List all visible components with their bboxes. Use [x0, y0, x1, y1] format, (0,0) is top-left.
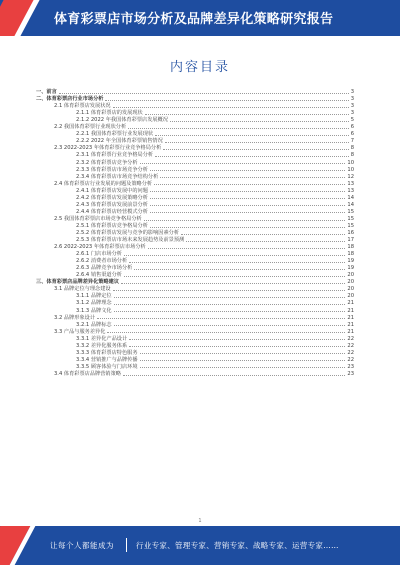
toc-entry-text: 2.6.2 消费者市场分析	[76, 258, 128, 265]
report-footer	[0, 526, 400, 565]
toc-entry-text: 3.3.2 差异化服务体系	[76, 342, 128, 349]
toc-entry[interactable]	[36, 314, 354, 321]
toc-entry[interactable]	[36, 328, 354, 335]
toc-entry[interactable]	[36, 321, 354, 328]
toc-dot-leader	[129, 346, 345, 347]
toc-dot-leader	[129, 339, 345, 340]
toc-entry-text: 3.3.3 体育彩票店特色服务	[76, 349, 138, 356]
toc-entry-text: 3.3.1 差异化产品设计	[76, 335, 128, 342]
toc-entry-page: 3	[350, 96, 354, 103]
toc-entry[interactable]	[36, 243, 354, 250]
toc-entry-page: 21	[347, 300, 354, 307]
toc-entry-text: 三、体育彩票店品牌差异化策略建议	[36, 279, 120, 286]
toc-entry-text: 2.3.3 体育彩票店市场竞争分析	[76, 166, 148, 173]
toc-dot-leader	[181, 234, 345, 235]
toc-dot-leader	[145, 114, 349, 115]
toc-entry-text: 3.1.2 品牌理念	[76, 300, 112, 307]
toc-entry-text: 2.6 2022-2023 年体育彩票店市场分析	[54, 244, 146, 251]
toc-entry[interactable]	[36, 292, 354, 299]
toc-entry-page: 18	[347, 251, 354, 258]
toc-dot-leader	[186, 241, 345, 242]
toc-entry-text: 3.1.1 品牌定位	[76, 293, 112, 300]
toc-entry[interactable]	[36, 137, 354, 144]
toc-dot-leader	[160, 177, 345, 178]
toc-entry[interactable]	[36, 194, 354, 201]
toc-entry[interactable]	[36, 229, 354, 236]
toc-entry-text: 2.3.1 体育彩票行业竞争格局分析	[76, 152, 154, 159]
toc-entry-text: 一、前言	[36, 89, 57, 96]
toc-dot-leader	[59, 93, 349, 94]
toc-dot-leader	[150, 198, 345, 199]
toc-entry-page: 21	[347, 328, 354, 335]
toc-dot-leader	[170, 121, 349, 122]
toc-entry-page: 10	[347, 159, 354, 166]
toc-entry[interactable]	[36, 187, 354, 194]
toc-entry-text: 2.1.1 体育彩票店的发展现状	[76, 110, 143, 117]
toc-entry[interactable]	[36, 151, 354, 158]
toc-dot-leader	[114, 297, 346, 298]
toc-entry-text: 2.3.2 体育彩票店竞争分析	[76, 159, 138, 166]
toc-entry-text: 2.4.1 体育彩票店发展中的问题	[76, 187, 148, 194]
report-header	[0, 0, 400, 36]
toc-entry-text: 2.4.2 体育彩票店发展策略分析	[76, 194, 148, 201]
table-of-contents	[36, 88, 354, 377]
toc-entry[interactable]	[36, 201, 354, 208]
toc-entry[interactable]	[36, 356, 354, 363]
toc-entry-text: 2.6.3 品牌竞争市场分析	[76, 265, 133, 272]
toc-entry-page: 20	[347, 279, 354, 286]
toc-entry-page: 21	[347, 307, 354, 314]
toc-entry-text: 2.4.4 体育彩票店经营模式分析	[76, 208, 148, 215]
toc-entry[interactable]	[36, 370, 354, 377]
toc-entry-page: 8	[350, 152, 354, 159]
toc-entry[interactable]	[36, 349, 354, 356]
toc-entry-page: 19	[347, 258, 354, 265]
toc-dot-leader	[163, 149, 348, 150]
toc-entry[interactable]	[36, 215, 354, 222]
toc-entry-page: 16	[347, 229, 354, 236]
toc-dot-leader	[124, 276, 345, 277]
toc-entry[interactable]	[36, 144, 354, 151]
toc-dot-leader	[114, 325, 346, 326]
toc-dot-leader	[150, 212, 345, 213]
toc-entry-text: 2.3 2022-2023 年体育彩票行业竞争格局分析	[54, 145, 162, 152]
toc-entry-page: 12	[347, 173, 354, 180]
toc-entry-text: 2.4.3 体育彩票店发展前景分析	[76, 201, 148, 208]
toc-entry[interactable]	[36, 173, 354, 180]
toc-entry-page: 18	[347, 244, 354, 251]
toc-dot-leader	[124, 255, 345, 256]
toc-dot-leader	[155, 135, 349, 136]
toc-entry[interactable]	[36, 342, 354, 349]
toc-entry-text: 3.3.4 营销推广与品牌传播	[76, 356, 138, 363]
toc-entry[interactable]	[36, 95, 354, 102]
toc-dot-leader	[107, 332, 345, 333]
toc-dot-leader	[113, 290, 346, 291]
toc-entry-text: 2.5.2 体育彩票店发展与竞争的影响因素分析	[76, 229, 180, 236]
toc-dot-leader	[140, 163, 346, 164]
toc-entry[interactable]	[36, 306, 354, 313]
toc-entry-text: 二、体育彩票店行业市场分析	[36, 96, 104, 103]
toc-entry-text: 2.6.1 门店市场分析	[76, 251, 122, 258]
toc-entry-text: 2.6.4 销售渠道分析	[76, 272, 122, 279]
toc-entry-text: 2.5.1 体育彩票店竞争格局分析	[76, 222, 148, 229]
toc-entry[interactable]	[36, 236, 354, 243]
toc-entry[interactable]	[36, 158, 354, 165]
toc-entry[interactable]	[36, 285, 354, 292]
toc-entry-page: 22	[347, 335, 354, 342]
toc-entry[interactable]	[36, 264, 354, 271]
toc-entry-text: 2.2 我国体育彩票行业现状分析	[54, 124, 127, 131]
toc-entry-page: 3	[350, 89, 354, 96]
toc-dot-leader	[150, 227, 345, 228]
report-title: 体育彩票店市场分析及品牌差异化策略研究报告	[54, 12, 334, 27]
footer-tagline: 行业专家、管理专家、营销专家、战略专家、运营专家……	[136, 541, 339, 550]
toc-entry-text: 3.2 品牌形象设计	[54, 314, 96, 321]
toc-dot-leader	[150, 170, 345, 171]
toc-entry-text: 2.2.2 2022 年全国体育彩票销售情况	[76, 138, 163, 145]
toc-dot-leader	[114, 304, 346, 305]
toc-entry-text: 3.3 产品与服务差异化	[54, 328, 106, 335]
toc-entry[interactable]	[36, 222, 354, 229]
toc-entry-page: 23	[347, 370, 354, 377]
toc-entry-page: 23	[347, 363, 354, 370]
toc-entry-text: 3.4 体育彩票店品牌营销策略	[54, 370, 121, 377]
toc-entry-text: 2.4 体育彩票店行业发展的问题及策略分析	[54, 180, 153, 187]
toc-entry-page: 20	[347, 286, 354, 293]
toc-entry[interactable]	[36, 208, 354, 215]
toc-entry[interactable]	[36, 116, 354, 123]
toc-dot-leader	[129, 262, 345, 263]
toc-entry-text: 3.1 品牌定位与理念建设	[54, 286, 111, 293]
toc-dot-leader	[134, 269, 345, 270]
toc-dot-leader	[150, 205, 345, 206]
toc-entry-page: 13	[347, 180, 354, 187]
toc-entry-page: 8	[350, 145, 354, 152]
toc-entry[interactable]	[36, 166, 354, 173]
toc-entry[interactable]	[36, 250, 354, 257]
toc-entry[interactable]	[36, 257, 354, 264]
toc-entry-page: 5	[350, 117, 354, 124]
toc-entry[interactable]	[36, 102, 354, 109]
toc-entry[interactable]	[36, 299, 354, 306]
toc-dot-leader	[128, 128, 349, 129]
toc-entry[interactable]	[36, 335, 354, 342]
toc-dot-leader	[144, 220, 346, 221]
toc-entry-page: 15	[347, 222, 354, 229]
toc-entry-page: 20	[347, 272, 354, 279]
toc-entry-text: 3.3.5 顾客体验与门店环境	[76, 363, 138, 370]
toc-entry[interactable]	[36, 180, 354, 187]
toc-dot-leader	[114, 311, 346, 312]
toc-entry[interactable]	[36, 271, 354, 278]
toc-entry[interactable]	[36, 278, 354, 285]
toc-heading: 内容目录	[169, 60, 230, 75]
toc-entry-page: 7	[350, 138, 354, 145]
toc-entry-page: 14	[347, 201, 354, 208]
toc-entry-page: 21	[347, 321, 354, 328]
toc-dot-leader	[155, 156, 349, 157]
toc-entry-page: 22	[347, 349, 354, 356]
toc-entry-page: 14	[347, 194, 354, 201]
toc-dot-leader	[121, 283, 345, 284]
toc-entry-text: 3.1.3 品牌文化	[76, 307, 112, 314]
toc-entry-page: 17	[347, 237, 354, 244]
page-number: 1	[198, 518, 202, 524]
toc-entry-page: 22	[347, 356, 354, 363]
toc-entry[interactable]	[36, 130, 354, 137]
toc-entry-text: 2.5 我国体育彩票店市场竞争格局分析	[54, 215, 142, 222]
toc-entry-text: 2.1.2 2022 年我国体育彩票店发展概况	[76, 117, 168, 124]
toc-dot-leader	[150, 191, 345, 192]
toc-entry-page: 3	[350, 103, 354, 110]
toc-entry-page: 3	[350, 110, 354, 117]
footer-divider	[126, 538, 127, 552]
footer-slogan: 让每个人都能成为	[50, 541, 114, 550]
toc-entry-page: 20	[347, 293, 354, 300]
toc-entry-page: 10	[347, 166, 354, 173]
toc-dot-leader	[165, 142, 349, 143]
toc-entry-page: 6	[350, 131, 354, 138]
toc-dot-leader	[140, 353, 346, 354]
toc-entry-page: 6	[350, 124, 354, 131]
toc-entry[interactable]	[36, 88, 354, 95]
toc-entry-page: 21	[347, 314, 354, 321]
toc-entry-text: 2.3.4 体育彩票店市场竞争结构分析	[76, 173, 159, 180]
toc-entry-page: 15	[347, 208, 354, 215]
toc-entry[interactable]	[36, 123, 354, 130]
toc-dot-leader	[140, 367, 346, 368]
toc-dot-leader	[148, 248, 346, 249]
toc-dot-leader	[140, 360, 346, 361]
toc-entry-page: 22	[347, 342, 354, 349]
toc-entry-text: 2.1 体育彩票店发展状况	[54, 103, 111, 110]
toc-entry[interactable]	[36, 363, 354, 370]
toc-dot-leader	[113, 107, 349, 108]
toc-entry-text: 2.2.1 我国体育彩票行业发展现状	[76, 131, 154, 138]
toc-dot-leader	[154, 184, 345, 185]
toc-entry-page: 19	[347, 265, 354, 272]
toc-entry-text: 3.2.1 品牌标志	[76, 321, 112, 328]
toc-dot-leader	[123, 375, 345, 376]
toc-entry-page: 13	[347, 187, 354, 194]
toc-entry[interactable]	[36, 109, 354, 116]
toc-entry-text: 2.5.3 体育彩票店市场未来发展趋势及前景预测	[76, 237, 185, 244]
toc-dot-leader	[97, 318, 345, 319]
toc-entry-page: 15	[347, 215, 354, 222]
toc-dot-leader	[105, 100, 348, 101]
